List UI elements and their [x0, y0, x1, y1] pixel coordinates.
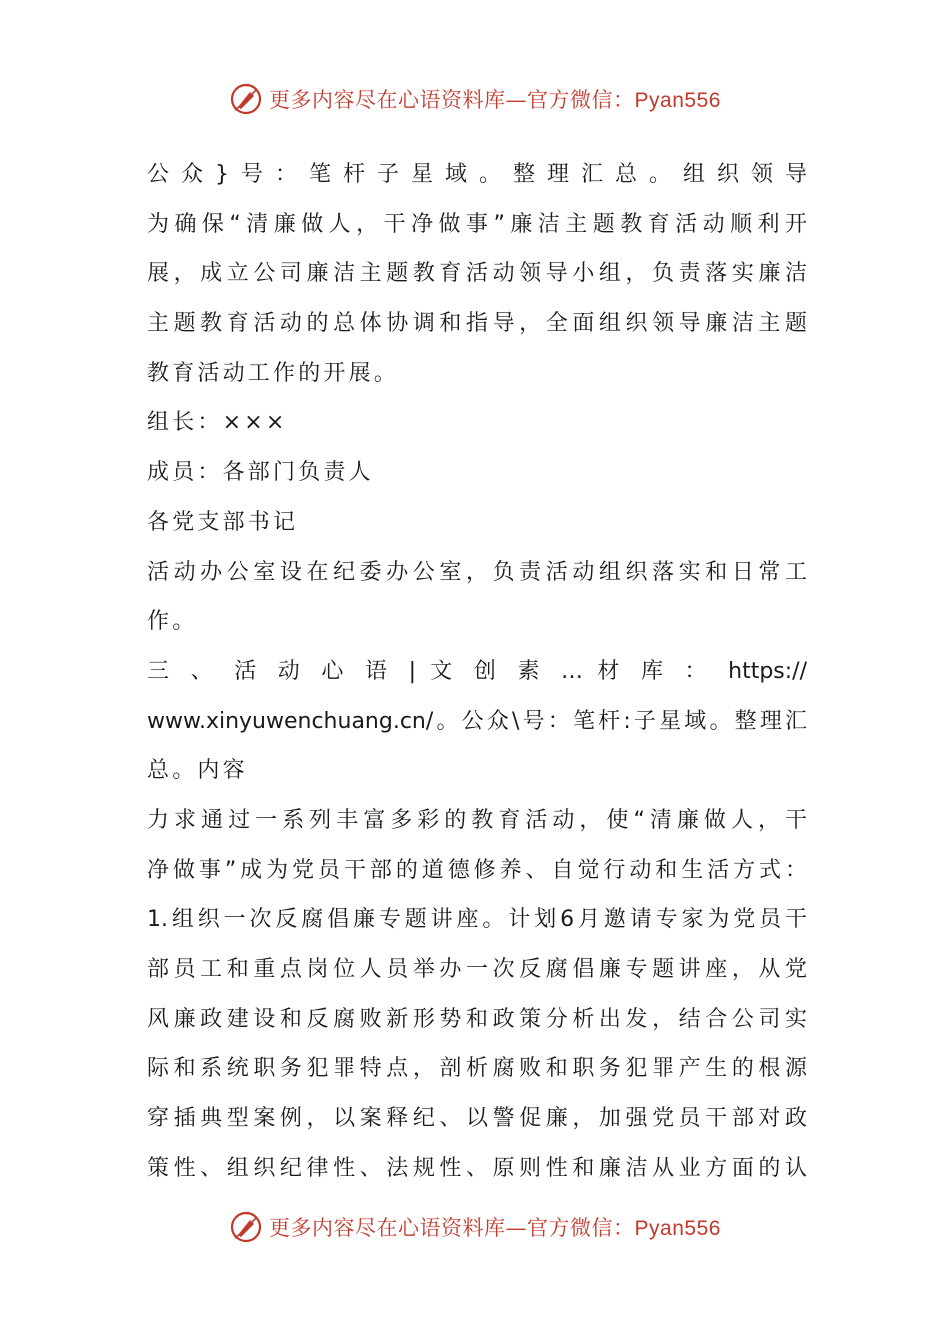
text-line: 风廉政建设和反腐败新形势和政策分析出发，结合公司实 — [147, 1006, 807, 1032]
text-line: 活动办公室设在纪委办公室，负责活动组织落实和日常工 — [147, 559, 807, 585]
text-line: 成员：各部门负责人 — [147, 460, 374, 486]
text-line: 1.组织一次反腐倡廉专题讲座。计划6月邀请专家为党员干 — [147, 907, 807, 933]
text-line: 策性、组织纪律性、法规性、原则性和廉洁从业方面的认 — [147, 1155, 807, 1181]
document-body — [147, 150, 807, 1193]
pen-nib-logo-icon — [229, 1210, 263, 1244]
banner-text: 更多内容尽在心语资料库—官方微信：Pyan556 — [269, 88, 721, 112]
text-line: 公众}号：笔杆子星域。整理汇总。组织领导 — [147, 162, 807, 187]
text-line: 各党支部书记 — [147, 509, 299, 535]
text-line: 部员工和重点岗位人员举办一次反腐倡廉专题讲座，从党 — [147, 957, 807, 982]
text-line: 穿插典型案例，以案释纪、以警促廉，加强党员干部对政 — [147, 1106, 807, 1132]
text-line: 组长：××× — [147, 410, 288, 436]
text-line: www.xinyuwenchuang.cn/。公众\号：笔杆:子星域。整理汇 — [147, 708, 807, 734]
text-line: 展，成立公司廉洁主题教育活动领导小组，负责落实廉洁 — [147, 261, 807, 287]
banner-text: 更多内容尽在心语资料库—官方微信：Pyan556 — [269, 1216, 721, 1240]
text-line: 主题教育活动的总体协调和指导，全面组织领导廉洁主题 — [147, 311, 807, 337]
banner-handle: Pyan556 — [634, 89, 721, 112]
text-line: 三 、 活 动 心 语 | 文 创 素 … 材 库 ： https:// — [147, 658, 807, 684]
text-line: 际和系统职务犯罪特点，剖析腐败和职务犯罪产生的根源 — [147, 1056, 807, 1082]
pen-nib-logo-icon — [229, 82, 263, 116]
footer-banner — [0, 1210, 950, 1244]
text-line: 力求通过一系列丰富多彩的教育活动，使“清廉做人，干 — [147, 807, 807, 833]
text-line: 为确保“清廉做人，干净做事”廉洁主题教育活动顺利开 — [147, 211, 807, 237]
text-line: 作。 — [147, 609, 198, 635]
text-line: 净做事”成为党员干部的道德修养、自觉行动和生活方式： — [147, 857, 807, 883]
banner-handle: Pyan556 — [634, 1217, 721, 1240]
text-line: 教育活动工作的开展。 — [147, 360, 400, 386]
header-banner — [0, 82, 950, 116]
text-line: 总。内容 — [147, 758, 248, 784]
